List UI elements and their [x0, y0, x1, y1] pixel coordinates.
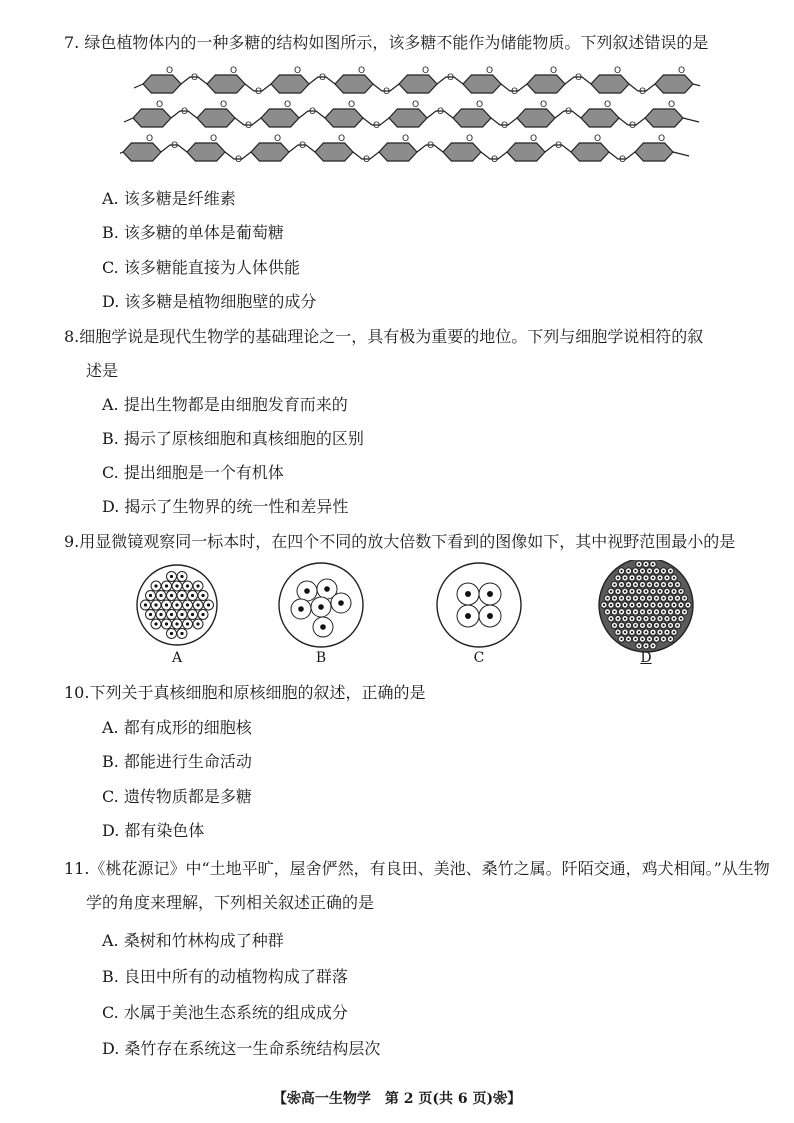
glucose-ring	[635, 143, 673, 161]
cell-nucleus	[645, 577, 647, 579]
glucose-ring	[645, 109, 683, 127]
cell-nucleus	[631, 577, 633, 579]
ring-oxygen-label: O	[594, 134, 602, 144]
cell-nucleus	[196, 584, 199, 587]
cell-nucleus	[338, 600, 344, 606]
cell-nucleus	[648, 584, 650, 586]
cell-nucleus	[687, 604, 689, 606]
cell-nucleus	[201, 594, 204, 597]
bridge-oxygen-label: O	[235, 155, 243, 165]
cell-nucleus	[196, 603, 199, 606]
ring-oxygen-label: O	[210, 134, 218, 144]
ring-oxygen-label: O	[678, 66, 686, 76]
cell-nucleus	[318, 604, 324, 610]
polysaccharide-structure-diagram	[120, 66, 700, 176]
ring-oxygen-label: O	[422, 66, 430, 76]
cell-nucleus	[673, 590, 675, 592]
ring-oxygen-label: O	[486, 66, 494, 76]
cell-nucleus	[613, 597, 615, 599]
question-10-option-b: B. 都能进行生命活动	[102, 752, 252, 771]
cell-nucleus	[669, 570, 671, 572]
glycosidic-bond	[134, 84, 143, 88]
cell-nucleus	[673, 631, 675, 633]
glucose-ring	[251, 143, 289, 161]
ring-oxygen-label: O	[402, 134, 410, 144]
glycosidic-bond	[683, 118, 699, 122]
cell-nucleus	[652, 577, 654, 579]
cell-nucleus	[603, 604, 605, 606]
question-8-option-d: D. 揭示了生物界的统一性和差异性	[102, 497, 349, 516]
cell-nucleus	[610, 618, 612, 620]
question-11-option-d: D. 桑竹存在系统这一生命系统结构层次	[102, 1039, 381, 1058]
cell-nucleus	[617, 590, 619, 592]
question-7-text: 绿色植物体内的一种多糖的结构如图所示，该多糖不能作为储能物质。下列叙述错误的是	[84, 33, 709, 52]
cell-nucleus	[641, 597, 643, 599]
bridge-oxygen-label: O	[171, 141, 179, 151]
cell-nucleus	[180, 632, 183, 635]
cell-nucleus	[638, 645, 640, 647]
ring-oxygen-label: O	[412, 100, 420, 110]
glucose-ring	[315, 143, 353, 161]
ring-oxygen-label: O	[476, 100, 484, 110]
cell-nucleus	[666, 590, 668, 592]
cell-nucleus	[175, 584, 178, 587]
cell-nucleus	[620, 597, 622, 599]
cell-nucleus	[659, 590, 661, 592]
figure-label-a: A	[171, 650, 183, 666]
cell-nucleus	[298, 606, 304, 612]
cell-nucleus	[624, 618, 626, 620]
cell-nucleus	[149, 613, 152, 616]
bridge-oxygen-label: O	[383, 87, 391, 97]
bridge-oxygen-label: O	[373, 121, 381, 131]
cell-nucleus	[662, 584, 664, 586]
cell-nucleus	[659, 604, 661, 606]
cell-nucleus	[170, 613, 173, 616]
question-8-option-a: A. 提出生物都是由细胞发育而来的	[102, 395, 348, 414]
bridge-oxygen-label: O	[437, 107, 445, 117]
cell-nucleus	[683, 611, 685, 613]
cell-nucleus	[304, 588, 310, 594]
question-8-option-b: B. 揭示了原核细胞和真核细胞的区别	[102, 429, 364, 448]
ring-oxygen-label: O	[658, 134, 666, 144]
cell-nucleus	[617, 604, 619, 606]
cell-nucleus	[641, 638, 643, 640]
cell-nucleus	[631, 631, 633, 633]
cell-nucleus	[669, 638, 671, 640]
bridge-oxygen-label: O	[245, 121, 253, 131]
figure-label-d: D	[640, 650, 652, 666]
glucose-ring	[133, 109, 171, 127]
cell-nucleus	[627, 584, 629, 586]
cell-nucleus	[180, 594, 183, 597]
ring-oxygen-label: O	[604, 100, 612, 110]
ring-oxygen-label: O	[614, 66, 622, 76]
cell-nucleus	[669, 597, 671, 599]
bridge-oxygen-label: O	[299, 141, 307, 151]
cell-nucleus	[627, 597, 629, 599]
cell-nucleus	[666, 618, 668, 620]
cell-nucleus	[617, 618, 619, 620]
cell-nucleus	[676, 611, 678, 613]
glycosidic-bond	[120, 152, 123, 156]
cell-nucleus	[617, 631, 619, 633]
bridge-oxygen-label: O	[447, 73, 455, 83]
cell-nucleus	[666, 604, 668, 606]
cell-nucleus	[676, 597, 678, 599]
cell-nucleus	[641, 584, 643, 586]
question-8-stem: 8.细胞学说是现代生物学的基础理论之一，具有极为重要的地位。下列与细胞学说相符的叙	[64, 327, 704, 346]
cell-nucleus	[638, 563, 640, 565]
cell-nucleus	[676, 584, 678, 586]
cell-nucleus	[641, 611, 643, 613]
ring-oxygen-label: O	[466, 134, 474, 144]
glucose-ring	[187, 143, 225, 161]
glycosidic-bond	[124, 118, 133, 122]
cell-nucleus	[652, 563, 654, 565]
bridge-oxygen-label: O	[191, 73, 199, 83]
cell-nucleus	[159, 594, 162, 597]
cell-nucleus	[638, 618, 640, 620]
ring-oxygen-label: O	[230, 66, 238, 76]
cell-nucleus	[620, 584, 622, 586]
glucose-ring	[123, 143, 161, 161]
question-11-stem: 11.《桃花源记》中“土地平旷，屋舍俨然，有良田、美池、桑竹之属。阡陌交通，鸡犬相闻。”从生物	[64, 859, 770, 878]
bridge-oxygen-label: O	[619, 155, 627, 165]
glucose-ring	[197, 109, 235, 127]
question-11-option-c: C. 水属于美池生态系统的组成成分	[102, 1003, 348, 1022]
field-of-view	[437, 563, 521, 647]
cell-nucleus	[627, 624, 629, 626]
question-7-option-b: B. 该多糖的单体是葡萄糖	[102, 223, 284, 242]
cell-nucleus	[180, 613, 183, 616]
glucose-ring	[335, 75, 373, 93]
question-9-stem: 9.用显微镜观察同一标本时，在四个不同的放大倍数下看到的图像如下，其中视野范围最小的是	[64, 532, 736, 551]
cell-nucleus	[648, 570, 650, 572]
question-10-option-c: C. 遗传物质都是多糖	[102, 787, 252, 806]
cell-nucleus	[645, 604, 647, 606]
cell-nucleus	[613, 584, 615, 586]
bridge-oxygen-label: O	[629, 121, 637, 131]
cell-nucleus	[648, 597, 650, 599]
cell-nucleus	[610, 590, 612, 592]
cell-nucleus	[673, 604, 675, 606]
cell-nucleus	[673, 577, 675, 579]
cell-nucleus	[683, 597, 685, 599]
cell-nucleus	[641, 624, 643, 626]
question-8-option-c: C. 提出细胞是一个有机体	[102, 463, 284, 482]
question-11-option-b: B. 良田中所有的动植物构成了群落	[102, 967, 348, 986]
bridge-oxygen-label: O	[181, 107, 189, 117]
cell-nucleus	[487, 613, 493, 619]
question-7-option-c: C. 该多糖能直接为人体供能	[102, 258, 300, 277]
cell-nucleus	[631, 590, 633, 592]
cell-nucleus	[613, 624, 615, 626]
question-11-stem-continuation: 学的角度来理解，下列相关叙述正确的是	[86, 893, 375, 912]
bridge-oxygen-label: O	[639, 87, 647, 97]
glucose-ring	[207, 75, 245, 93]
cell-nucleus	[154, 622, 157, 625]
cell-nucleus	[666, 577, 668, 579]
glucose-ring	[655, 75, 693, 93]
cell-nucleus	[669, 611, 671, 613]
glucose-ring	[379, 143, 417, 161]
cell-nucleus	[655, 570, 657, 572]
glucose-ring	[527, 75, 565, 93]
ring-oxygen-label: O	[348, 100, 356, 110]
cell-nucleus	[631, 604, 633, 606]
cell-nucleus	[620, 638, 622, 640]
ring-oxygen-label: O	[358, 66, 366, 76]
question-11-option-a: A. 桑树和竹林构成了种群	[102, 931, 284, 950]
cell-nucleus	[638, 631, 640, 633]
ring-oxygen-label: O	[530, 134, 538, 144]
cell-nucleus	[638, 590, 640, 592]
cell-nucleus	[673, 618, 675, 620]
bridge-oxygen-label: O	[511, 87, 519, 97]
cell-nucleus	[620, 611, 622, 613]
cell-nucleus	[680, 618, 682, 620]
ring-oxygen-label: O	[166, 66, 174, 76]
cell-nucleus	[324, 586, 330, 592]
cell-nucleus	[627, 638, 629, 640]
figure-label-c: C	[473, 650, 485, 666]
bridge-oxygen-label: O	[319, 73, 327, 83]
glucose-ring	[517, 109, 555, 127]
bridge-oxygen-label: O	[255, 87, 263, 97]
ring-oxygen-label: O	[284, 100, 292, 110]
cell-nucleus	[662, 597, 664, 599]
bridge-oxygen-label: O	[309, 107, 317, 117]
cell-nucleus	[186, 622, 189, 625]
ring-oxygen-label: O	[550, 66, 558, 76]
cell-nucleus	[606, 597, 608, 599]
cell-nucleus	[648, 624, 650, 626]
cell-nucleus	[676, 624, 678, 626]
glucose-ring	[507, 143, 545, 161]
cell-nucleus	[180, 575, 183, 578]
cell-nucleus	[680, 590, 682, 592]
cell-nucleus	[652, 631, 654, 633]
glucose-ring	[571, 143, 609, 161]
cell-nucleus	[320, 624, 326, 630]
cell-nucleus	[465, 613, 471, 619]
cell-nucleus	[662, 624, 664, 626]
cell-nucleus	[624, 590, 626, 592]
glucose-ring	[261, 109, 299, 127]
ring-oxygen-label: O	[338, 134, 346, 144]
cell-nucleus	[659, 577, 661, 579]
cell-nucleus	[662, 638, 664, 640]
glucose-ring	[453, 109, 491, 127]
glucose-ring	[443, 143, 481, 161]
cell-nucleus	[655, 597, 657, 599]
ring-oxygen-label: O	[540, 100, 548, 110]
ring-oxygen-label: O	[294, 66, 302, 76]
question-10-option-a: A. 都有成形的细胞核	[102, 718, 252, 737]
microscope-fields-figure	[0, 560, 794, 660]
cell-nucleus	[648, 638, 650, 640]
cell-nucleus	[207, 603, 210, 606]
glucose-ring	[389, 109, 427, 127]
question-7-option-d: D. 该多糖是植物细胞壁的成分	[102, 292, 317, 311]
ring-oxygen-label: O	[146, 134, 154, 144]
ring-oxygen-label: O	[156, 100, 164, 110]
cell-nucleus	[652, 645, 654, 647]
bridge-oxygen-label: O	[363, 155, 371, 165]
glucose-ring	[463, 75, 501, 93]
cell-nucleus	[648, 611, 650, 613]
cell-nucleus	[680, 604, 682, 606]
cell-nucleus	[655, 638, 657, 640]
bridge-oxygen-label: O	[491, 155, 499, 165]
cell-nucleus	[165, 603, 168, 606]
glucose-ring	[143, 75, 181, 93]
cell-nucleus	[634, 611, 636, 613]
glycosidic-bond	[693, 84, 700, 88]
cell-nucleus	[634, 597, 636, 599]
cell-nucleus	[634, 638, 636, 640]
cell-nucleus	[645, 631, 647, 633]
cell-nucleus	[652, 590, 654, 592]
page-footer: 【❀高一生物学 第 2 页(共 6 页)❀】	[272, 1091, 522, 1107]
glucose-ring	[325, 109, 363, 127]
cell-nucleus	[170, 575, 173, 578]
ring-oxygen-label: O	[274, 134, 282, 144]
figure-label-b: B	[315, 650, 327, 666]
cell-nucleus	[465, 591, 471, 597]
glycosidic-bond	[673, 152, 689, 156]
cell-nucleus	[645, 618, 647, 620]
cell-nucleus	[662, 611, 664, 613]
cell-nucleus	[165, 622, 168, 625]
bridge-oxygen-label: O	[427, 141, 435, 151]
cell-nucleus	[186, 584, 189, 587]
cell-nucleus	[638, 604, 640, 606]
cell-nucleus	[201, 613, 204, 616]
question-10-option-d: D. 都有染色体	[102, 821, 205, 840]
cell-nucleus	[175, 603, 178, 606]
cell-nucleus	[645, 590, 647, 592]
cell-nucleus	[669, 584, 671, 586]
cell-nucleus	[620, 624, 622, 626]
cell-nucleus	[638, 577, 640, 579]
cell-nucleus	[645, 563, 647, 565]
cell-nucleus	[610, 604, 612, 606]
cell-nucleus	[620, 570, 622, 572]
bridge-oxygen-label: O	[575, 73, 583, 83]
cell-nucleus	[191, 613, 194, 616]
cell-nucleus	[617, 577, 619, 579]
cell-nucleus	[659, 618, 661, 620]
cell-nucleus	[170, 632, 173, 635]
cell-nucleus	[175, 622, 178, 625]
cell-nucleus	[144, 603, 147, 606]
question-7-option-a: A. 该多糖是纤维素	[102, 189, 236, 208]
cell-nucleus	[487, 591, 493, 597]
cell-nucleus	[186, 603, 189, 606]
cell-nucleus	[154, 584, 157, 587]
cell-nucleus	[196, 622, 199, 625]
cell-nucleus	[655, 584, 657, 586]
cell-nucleus	[631, 618, 633, 620]
cell-nucleus	[627, 570, 629, 572]
question-7-number: 7.	[64, 33, 80, 52]
cell-nucleus	[634, 584, 636, 586]
cell-nucleus	[165, 584, 168, 587]
question-10-stem: 10.下列关于真核细胞和原核细胞的叙述，正确的是	[64, 683, 426, 702]
cell-nucleus	[191, 594, 194, 597]
cell-nucleus	[641, 570, 643, 572]
question-7-stem	[64, 26, 764, 60]
cell-nucleus	[624, 577, 626, 579]
cell-nucleus	[634, 570, 636, 572]
cell-nucleus	[634, 624, 636, 626]
cell-nucleus	[606, 611, 608, 613]
cell-nucleus	[662, 570, 664, 572]
cell-nucleus	[149, 594, 152, 597]
glucose-ring	[591, 75, 629, 93]
cell-nucleus	[655, 624, 657, 626]
cell-nucleus	[627, 611, 629, 613]
bridge-oxygen-label: O	[501, 121, 509, 131]
cell-nucleus	[655, 611, 657, 613]
cell-nucleus	[669, 624, 671, 626]
cell-nucleus	[652, 604, 654, 606]
cell-nucleus	[652, 618, 654, 620]
cell-nucleus	[624, 631, 626, 633]
glucose-ring	[399, 75, 437, 93]
bridge-oxygen-label: O	[565, 107, 573, 117]
cell-nucleus	[659, 631, 661, 633]
cell-nucleus	[613, 611, 615, 613]
cell-nucleus	[666, 631, 668, 633]
cell-nucleus	[159, 613, 162, 616]
cell-nucleus	[624, 604, 626, 606]
question-8-stem-continuation: 述是	[86, 361, 119, 380]
cell-nucleus	[645, 645, 647, 647]
ring-oxygen-label: O	[668, 100, 676, 110]
bridge-oxygen-label: O	[555, 141, 563, 151]
glucose-ring	[581, 109, 619, 127]
ring-oxygen-label: O	[220, 100, 228, 110]
cell-nucleus	[154, 603, 157, 606]
cell-nucleus	[170, 594, 173, 597]
glucose-ring	[271, 75, 309, 93]
